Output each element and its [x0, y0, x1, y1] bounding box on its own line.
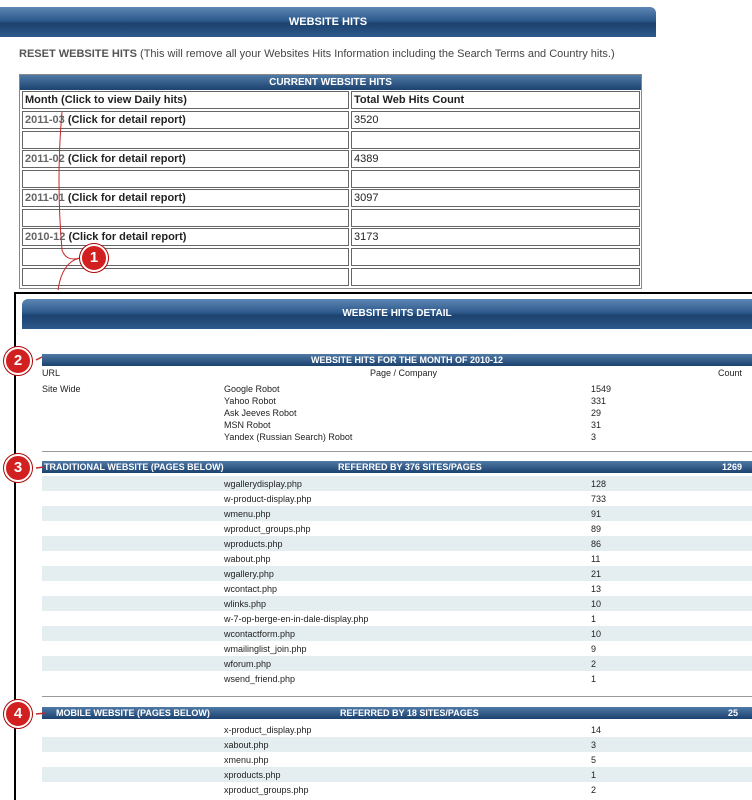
- table-row: [42, 611, 752, 626]
- robot-count: 331: [591, 396, 607, 406]
- total-column-header: Total Web Hits Count: [351, 91, 640, 109]
- empty-cell: [22, 170, 349, 188]
- robot-name: Yahoo Robot: [224, 396, 276, 406]
- empty-cell: [351, 248, 640, 266]
- traditional-website-bar: [42, 461, 752, 473]
- table-row: [42, 671, 752, 686]
- table-row: [42, 722, 752, 737]
- traditional-total: 1269: [722, 462, 743, 472]
- table-row: [42, 752, 752, 767]
- robot-count: 1549: [591, 384, 612, 394]
- page-count: 9: [591, 644, 597, 654]
- section-divider: [42, 696, 752, 697]
- empty-cell: [22, 209, 349, 227]
- page-count: 5: [591, 755, 597, 765]
- page-count: 14: [591, 725, 602, 735]
- page-count: 91: [591, 509, 602, 519]
- month-row[interactable]: [22, 150, 349, 168]
- mobile-website-label: MOBILE WEBSITE (PAGES BELOW): [56, 708, 210, 718]
- page-name: wforum.php: [224, 659, 272, 669]
- callout-marker: 2: [4, 347, 32, 375]
- page-count: 89: [591, 524, 602, 534]
- robot-name: Ask Jeeves Robot: [224, 408, 297, 418]
- table-row: [42, 491, 752, 506]
- reset-website-hits-link[interactable]: RESET WEBSITE HITS: [19, 48, 137, 60]
- page-name: wgallery.php: [224, 569, 274, 579]
- month-row[interactable]: [22, 189, 349, 207]
- table-row: [42, 506, 752, 521]
- page-count: 1: [591, 674, 597, 684]
- robot-name: Yandex (Russian Search) Robot: [224, 432, 353, 442]
- robot-count: 31: [591, 420, 602, 430]
- section-divider: [42, 451, 752, 452]
- detail-report-link[interactable]: (Click for detail report): [67, 153, 186, 165]
- site-wide-label: Site Wide: [42, 384, 81, 394]
- table-row: [42, 737, 752, 752]
- robot-name: MSN Robot: [224, 420, 271, 430]
- mobile-website-bar: [42, 707, 752, 719]
- page-count: 2: [591, 785, 597, 795]
- page-name: wlinks.php: [224, 599, 267, 609]
- month-row[interactable]: [22, 111, 349, 129]
- page-name: wcontactform.php: [224, 629, 296, 639]
- page-count: 11: [591, 554, 601, 564]
- page-count: 733: [591, 494, 607, 504]
- callout-marker: 1: [80, 244, 108, 272]
- page-count: 10: [591, 629, 602, 639]
- traditional-referred-label: REFERRED BY 376 SITES/PAGES: [338, 462, 482, 472]
- page-count: 128: [591, 479, 607, 489]
- month-count: 3520: [351, 111, 640, 129]
- page-name: xabout.php: [224, 740, 269, 750]
- page-count: 3: [591, 740, 597, 750]
- website-hits-header: WEBSITE HITS: [0, 7, 656, 37]
- page-name: x-product_display.php: [224, 725, 312, 735]
- empty-cell: [351, 209, 640, 227]
- empty-cell: [351, 268, 640, 286]
- website-hits-detail-header: WEBSITE HITS DETAIL: [22, 299, 752, 329]
- detail-report-link[interactable]: (Click for detail report): [67, 192, 186, 204]
- month-count: 3173: [351, 228, 640, 246]
- count-column-header: Count: [718, 368, 743, 378]
- page-count: 86: [591, 539, 602, 549]
- page-name: wsend_friend.php: [224, 674, 296, 684]
- table-row: [42, 551, 752, 566]
- table-row: [42, 767, 752, 782]
- table-row: [42, 656, 752, 671]
- page-name: wproducts.php: [224, 539, 283, 549]
- page-name: wcontact.php: [224, 584, 278, 594]
- page-count: 2: [591, 659, 597, 669]
- page-count: 1: [591, 770, 597, 780]
- page-name: wproduct_groups.php: [224, 524, 311, 534]
- page-name: w-7-op-berge-en-in-dale-display.php: [224, 614, 369, 624]
- current-hits-title: CURRENT WEBSITE HITS: [20, 75, 641, 90]
- table-row: [42, 581, 752, 596]
- traditional-website-label: TRADITIONAL WEBSITE (PAGES BELOW): [44, 462, 224, 472]
- mobile-total: 25: [728, 708, 739, 718]
- page-name: wabout.php: [224, 554, 271, 564]
- current-hits-table: [19, 74, 642, 289]
- empty-cell: [351, 170, 640, 188]
- month-count: 4389: [351, 150, 640, 168]
- callout-marker: 4: [4, 700, 32, 728]
- robot-count: 3: [591, 432, 597, 442]
- table-row: [42, 566, 752, 581]
- page-count: 10: [591, 599, 602, 609]
- table-row: [42, 641, 752, 656]
- page-name: xmenu.php: [224, 755, 269, 765]
- page-count: 13: [591, 584, 602, 594]
- empty-cell: [351, 131, 640, 149]
- detail-report-link[interactable]: (Click for detail report): [67, 114, 186, 126]
- table-row: [42, 782, 752, 797]
- callout-marker: 3: [4, 454, 32, 482]
- month-link[interactable]: 2011-03: [25, 114, 65, 126]
- page-name: w-product-display.php: [224, 494, 312, 504]
- page-name: xproduct_groups.php: [224, 785, 309, 795]
- month-link[interactable]: 2011-02: [25, 153, 65, 165]
- robot-count: 29: [591, 408, 602, 418]
- month-link[interactable]: 2011-01: [25, 192, 65, 204]
- month-row[interactable]: [22, 228, 349, 246]
- page-count: 1: [591, 614, 597, 624]
- reset-note: (This will remove all your Websites Hits Information including the Search Terms and Country hits.): [140, 48, 615, 60]
- month-count: 3097: [351, 189, 640, 207]
- detail-report-link[interactable]: (Click for detail report): [68, 231, 187, 243]
- empty-cell: [22, 131, 349, 149]
- table-row: [42, 476, 752, 491]
- page-name: wmailinglist_join.php: [224, 644, 307, 654]
- table-row: [42, 536, 752, 551]
- mobile-referred-label: REFERRED BY 18 SITES/PAGES: [340, 708, 479, 718]
- page-name: wmenu.php: [224, 509, 271, 519]
- month-bar: WEBSITE HITS FOR THE MONTH OF 2010-12: [42, 354, 752, 366]
- page-company-column-header: Page / Company: [370, 368, 438, 378]
- reset-line: [19, 48, 615, 60]
- empty-cell: [22, 248, 349, 266]
- table-row: [42, 521, 752, 536]
- website-hits-detail-panel: [14, 292, 752, 800]
- url-column-header: URL: [42, 368, 61, 378]
- page-name: wgallerydisplay.php: [224, 479, 302, 489]
- page-name: xproducts.php: [224, 770, 281, 780]
- month-link[interactable]: 2010-12: [25, 231, 66, 243]
- robot-name: Google Robot: [224, 384, 280, 394]
- table-row: [42, 596, 752, 611]
- table-row: [42, 626, 752, 641]
- empty-cell: [22, 268, 349, 286]
- month-column-header[interactable]: Month (Click to view Daily hits): [22, 91, 349, 109]
- page-count: 21: [591, 569, 602, 579]
